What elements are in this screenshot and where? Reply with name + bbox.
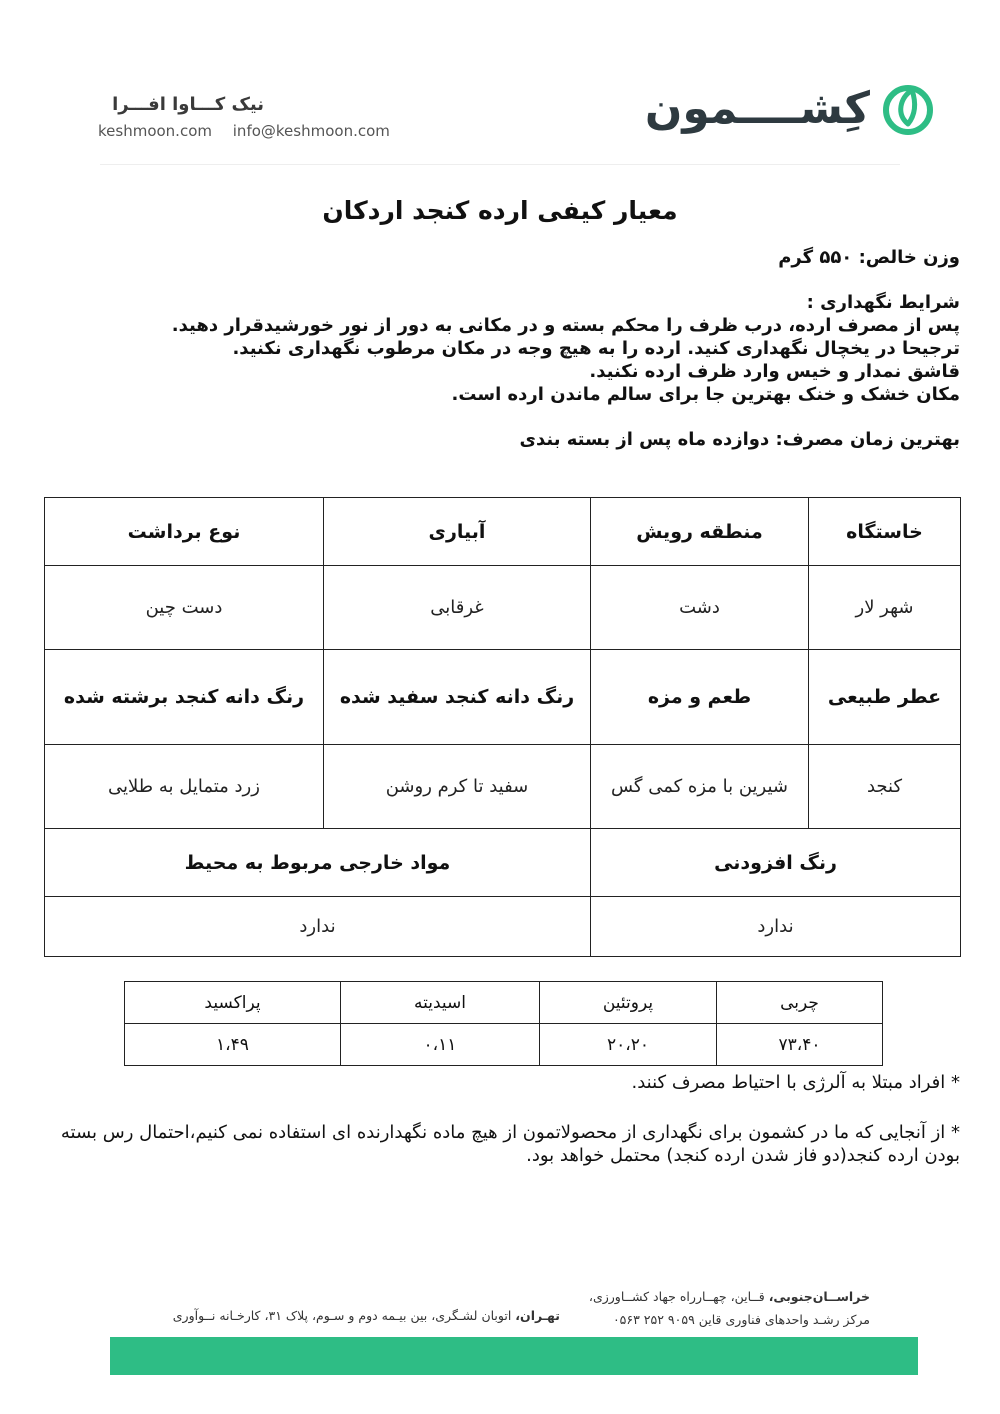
leaf-logo-icon <box>878 78 938 138</box>
storage-line: پس از مصرف ارده، درب ظرف را محکم بسته و در مکانی به دور از نور خورشیدقرار دهید. <box>171 315 960 336</box>
company-name: نیک کـــاوا افـــرا <box>112 94 264 115</box>
allergy-note: * افراد مبتلا به آلرژی با احتیاط مصرف کنند. <box>631 1072 960 1093</box>
footer-color-bar <box>110 1337 918 1375</box>
table-header-cell: منطقه رویش <box>591 498 809 566</box>
table-cell: دست چین <box>45 566 324 650</box>
table-header-cell: مواد خارجی مربوط به محیط <box>45 829 591 897</box>
footer-line: مرکز رشـد واحدهای فناوری قاین ۹۰۵۹ ۲۵۲ ۰۵۶۳ <box>612 1312 870 1327</box>
table-row <box>45 897 961 957</box>
table-row <box>125 1024 883 1066</box>
footer-region: خراســان‌جنوبی، <box>768 1289 870 1304</box>
footer-address: قــاین، چهــارراه جهاد کشــاورزی، <box>588 1289 769 1304</box>
table-header-cell: عطر طبیعی <box>809 650 961 745</box>
footer-address-south <box>570 1285 870 1331</box>
table-header-cell: آبیاری <box>324 498 591 566</box>
net-weight: وزن خالص: ۵۵۰ گرم <box>778 247 960 268</box>
table-row <box>45 498 961 566</box>
table-cell: زرد متمایل به طلایی <box>45 745 324 829</box>
storage-line: ترجیحا در یخچال نگهداری کنید. ارده را به هیچ وجه در مکان مرطوب نگهداری نکنید. <box>232 338 960 359</box>
footer-address-tehran <box>160 1308 560 1323</box>
quality-spec-table <box>44 497 961 957</box>
table-cell: ندارد <box>45 897 591 957</box>
brand-name: کِشــــمون <box>644 82 870 134</box>
table-header-cell: رنگ افزودنی <box>591 829 961 897</box>
table-cell: ۲۰،۲۰ <box>540 1024 717 1066</box>
table-cell: دشت <box>591 566 809 650</box>
table-row <box>45 745 961 829</box>
footer-line <box>570 1285 870 1308</box>
table-header-cell: نوع برداشت <box>45 498 324 566</box>
table-header-cell: خاستگاه <box>809 498 961 566</box>
table-header-cell: اسیدیته <box>341 982 540 1024</box>
footer-address: اتوبان لشـگری، بین بیـمه دوم و سـوم، پلاک ۳۱، کارخـانه نــوآوری <box>172 1308 516 1323</box>
storage-conditions <box>40 291 960 406</box>
table-cell: سفید تا کرم روشن <box>324 745 591 829</box>
table-header-cell: چربی <box>717 982 883 1024</box>
table-cell: ۱،۴۹ <box>125 1024 341 1066</box>
table-row <box>45 829 961 897</box>
table-row <box>125 982 883 1024</box>
nutrition-table <box>124 981 883 1066</box>
page-title: معیار کیفی ارده کنجد اردکان <box>322 196 678 225</box>
footer-region: تهـران، <box>515 1308 560 1323</box>
storage-heading: شرایط نگهداری : <box>806 292 960 313</box>
table-header-cell: پروتئین <box>540 982 717 1024</box>
table-cell: ندارد <box>591 897 961 957</box>
table-header-cell: رنگ دانه کنجد سفید شده <box>324 650 591 745</box>
email-link[interactable]: info@keshmoon.com <box>232 122 390 140</box>
header-divider <box>100 164 900 165</box>
table-header-cell: رنگ دانه کنجد برشته شده <box>45 650 324 745</box>
best-before: بهترین زمان مصرف: دوازده ماه پس از بسته بندی <box>519 429 960 450</box>
table-header-cell: طعم و مزه <box>591 650 809 745</box>
table-row <box>45 566 961 650</box>
table-cell: غرقابی <box>324 566 591 650</box>
table-row <box>45 650 961 745</box>
company-contact <box>98 122 390 140</box>
table-cell: کنجد <box>809 745 961 829</box>
table-cell: شهر لار <box>809 566 961 650</box>
preservative-note: * از آنجایی که ما در کشمون برای نگهداری از محصولاتمون از هیچ ماده نگهدارنده ای استفاده نمی کنیم،احتمال رس بسته بودن ارده کنجد(دو فاز شدن ارده کنجد) محتمل خواهد بود. <box>60 1122 960 1166</box>
page-header <box>60 60 940 170</box>
website-link[interactable]: keshmoon.com <box>98 122 212 140</box>
storage-line: قاشق نمدار و خیس وارد ظرف ارده نکنید. <box>589 361 960 382</box>
storage-line: مکان خشک و خنک بهترین جا برای سالم ماندن ارده است. <box>451 384 960 405</box>
table-cell: شیرین با مزه کمی گس <box>591 745 809 829</box>
brand-logo <box>645 78 938 138</box>
table-cell: ۰،۱۱ <box>341 1024 540 1066</box>
table-cell: ۷۳،۴۰ <box>717 1024 883 1066</box>
table-header-cell: پراکسید <box>125 982 341 1024</box>
